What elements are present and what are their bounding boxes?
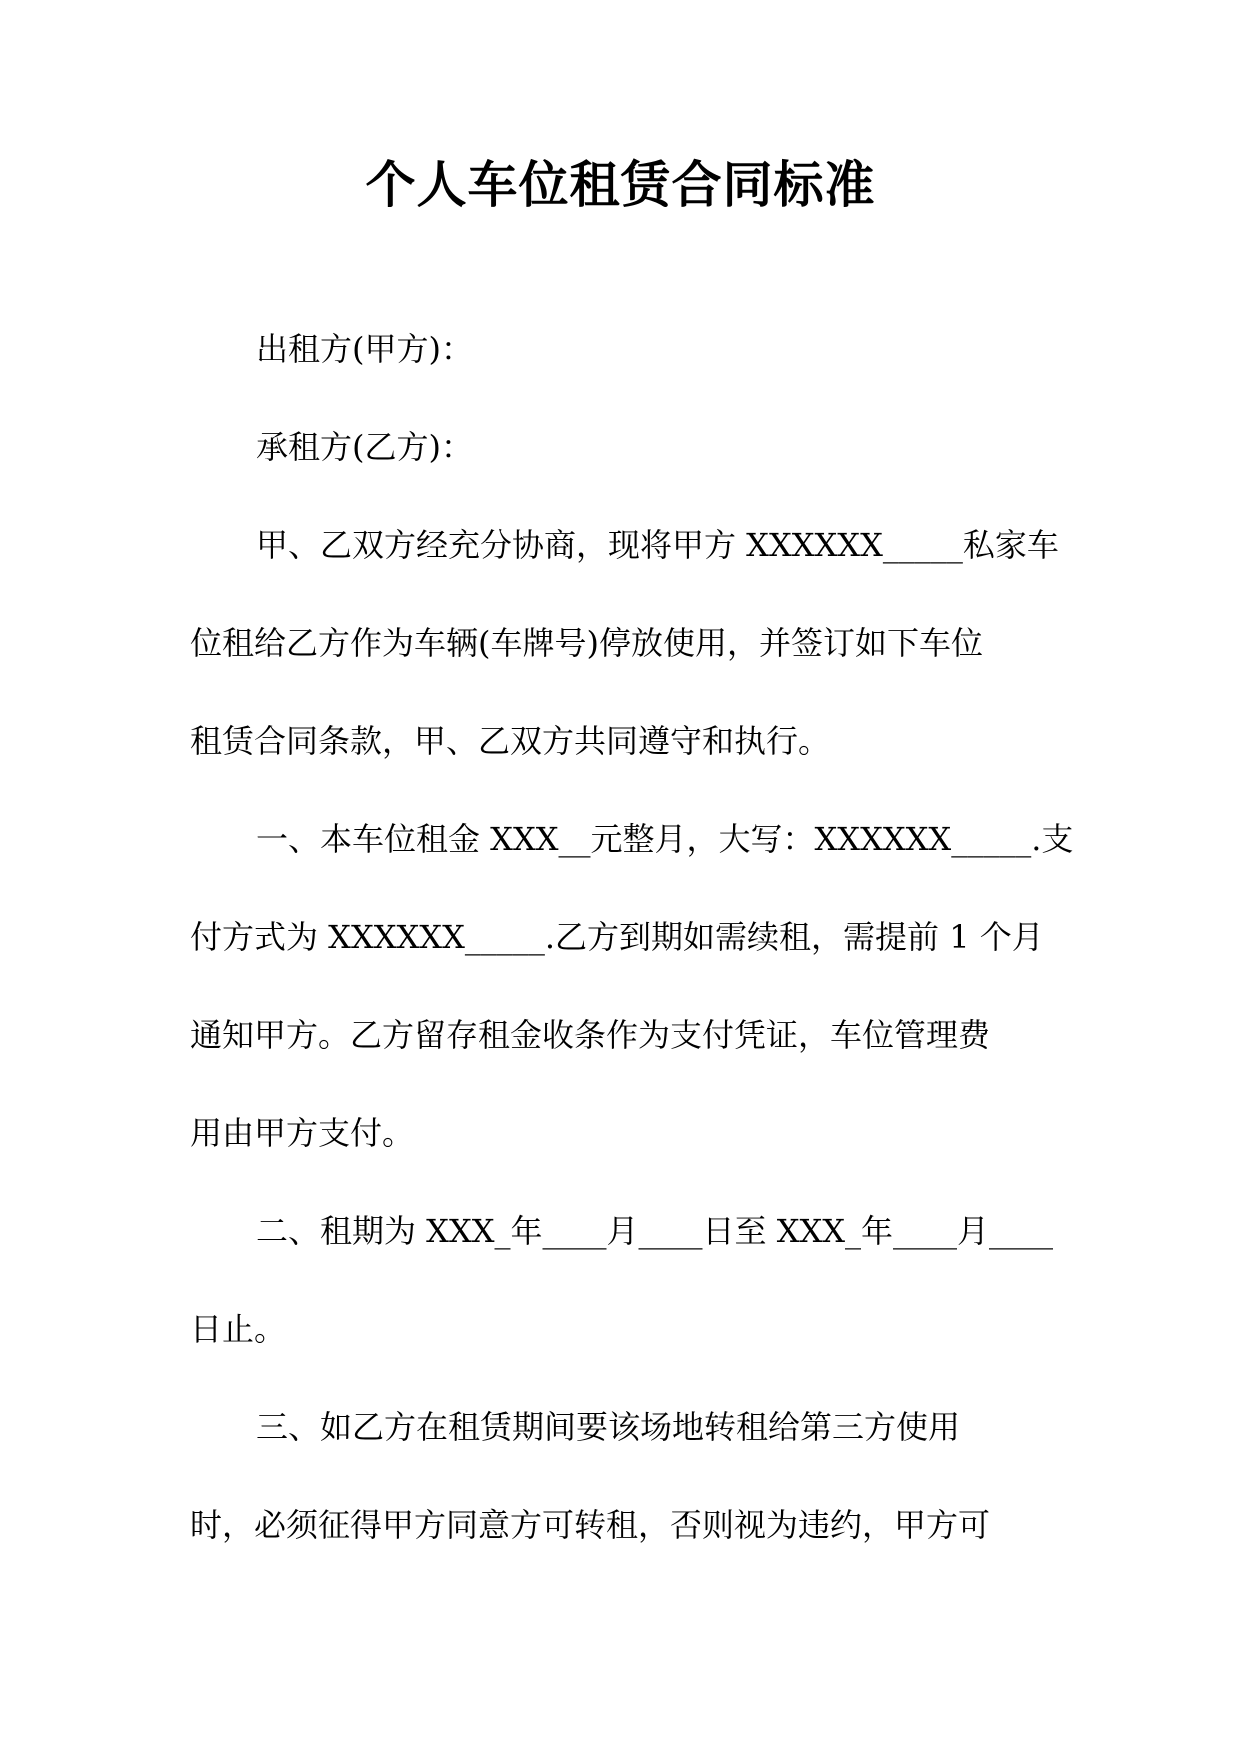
document-title: 个人车位租赁合同标准 (365, 156, 876, 214)
clause-1-line-3: 通知甲方。乙方留存租金收条作为支付凭证，车位管理费 (190, 1016, 991, 1054)
clause-2-line-1: 二、租期为 XXX_年____月____日至 XXX_年____月____ (256, 1212, 1054, 1250)
clause-3-line-2: 时，必须征得甲方同意方可转租，否则视为违约，甲方可 (190, 1506, 991, 1544)
clause-2-line-2: 日止。 (190, 1310, 287, 1348)
lessor-line: 出租方(甲方)： (256, 330, 473, 368)
lessee-line: 承租方(乙方)： (256, 428, 473, 466)
clause-1-line-4: 用由甲方支付。 (190, 1114, 415, 1152)
intro-line-3: 租赁合同条款，甲、乙双方共同遵守和执行。 (190, 722, 831, 760)
clause-1-line-1: 一、本车位租金 XXX__元整月，大写：XXXXXX_____.支 (256, 820, 1074, 858)
clause-3-line-1: 三、如乙方在租赁期间要该场地转租给第三方使用 (256, 1408, 961, 1446)
document-body (190, 300, 1074, 1574)
clause-1-line-2: 付方式为 XXXXXX_____.乙方到期如需续租，需提前 1 个月 (190, 918, 1044, 956)
intro-line-2: 位租给乙方作为车辆(车牌号)停放使用，并签订如下车位 (190, 624, 983, 662)
intro-line-1: 甲、乙双方经充分协商，现将甲方 XXXXXX_____私家车 (256, 526, 1059, 564)
